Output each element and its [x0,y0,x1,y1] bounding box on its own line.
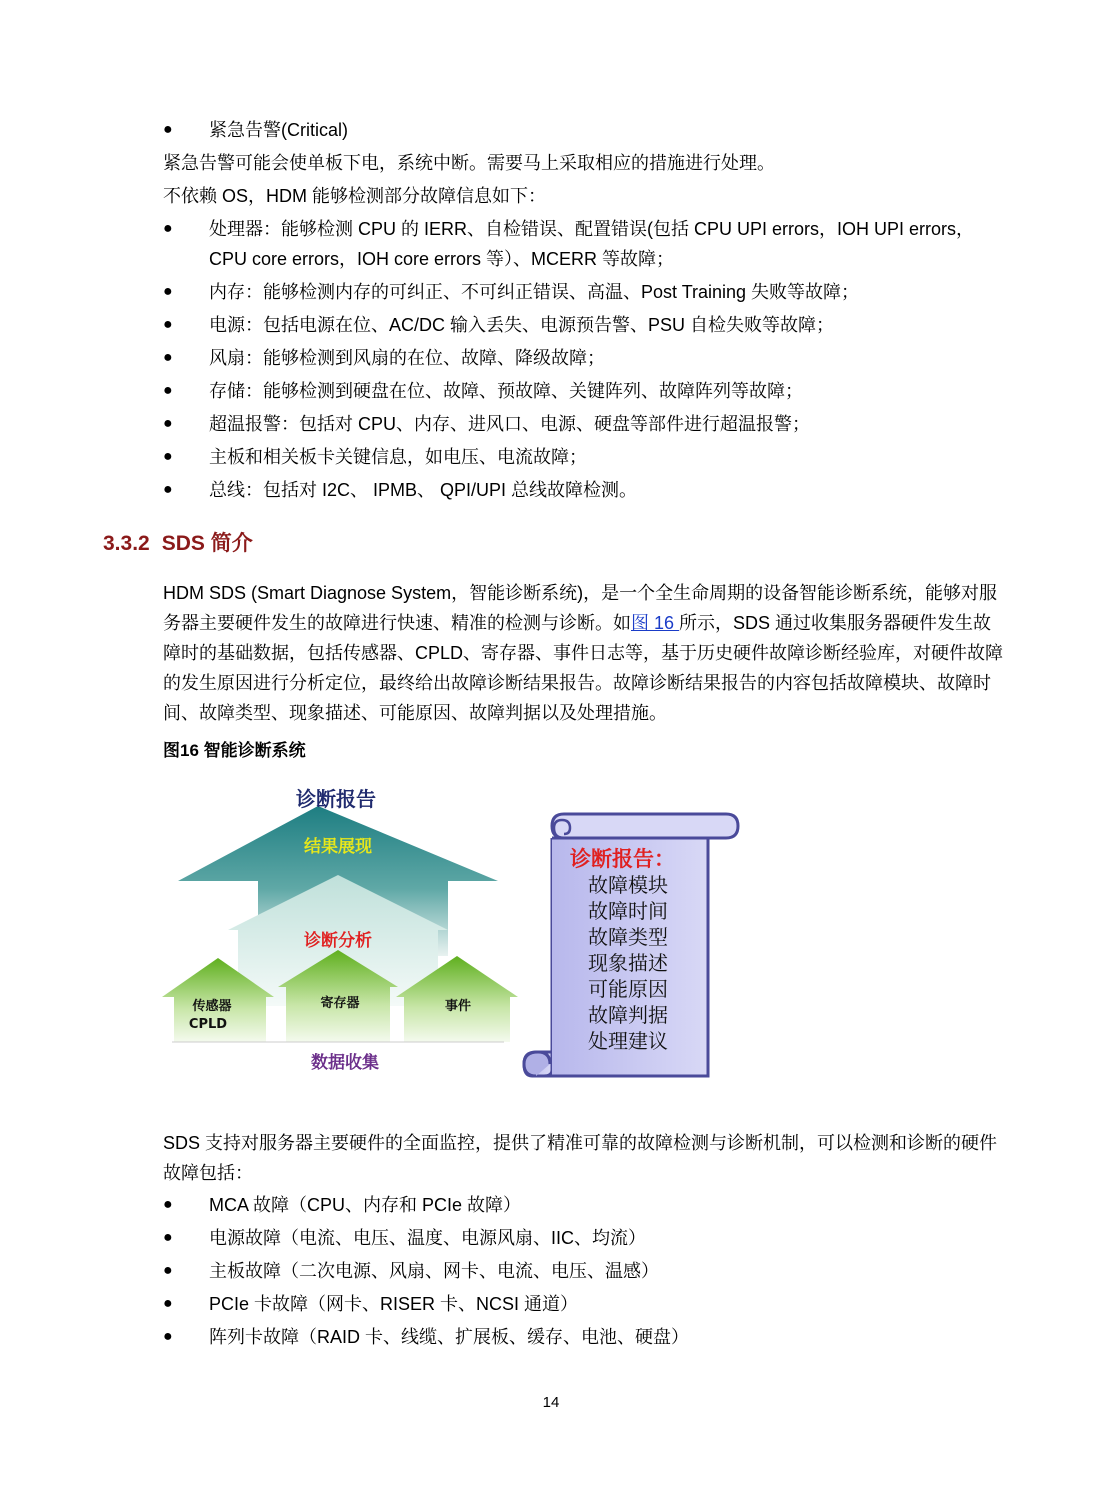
list-item: ● 总线：包括对 I2C、 IPMB、 QPI/UPI 总线故障检测。 [163,475,1003,505]
severity-list [163,115,1003,148]
bullet-icon: ● [163,1262,173,1279]
smart-diagnose-diagram [160,780,760,1090]
figure-caption: 图16 智能诊断系统 [163,741,306,760]
house-sensor-label: 传感器 [192,999,232,1014]
bullet-icon: ● [163,1328,173,1345]
bullet-icon: ● [163,382,173,399]
middle-label: 诊断分析 [304,931,372,951]
list-item: ● 超温报警：包括对 CPU、内存、进风口、电源、硬盘等部件进行超温报警； [163,409,1003,439]
list-item: ● 主板和相关板卡关键信息，如电压、电流故障； [163,442,1003,472]
bullet-icon: ● [163,121,173,138]
scroll-item: 故障模块 [588,873,668,897]
scroll-item: 故障判据 [588,1003,668,1027]
sds-coverage-intro: SDS 支持对服务器主要硬件的全面监控，提供了精准可靠的故障检测与诊断机制，可以检测和诊断的硬件故障包括： [163,1133,998,1183]
list-item: ● MCA 故障（CPU、内存和 PCIe 故障） [163,1190,1003,1220]
sds-description: HDM SDS (Smart Diagnose System，智能诊断系统)，是一个全生命周期的设备智能诊断系统，能够对服务器主要硬件发生的故障进行快速、精准的检测与诊断。如图 16 所示，SDS 通过收集服务器硬件发生故障时的基础数据，包括传感器、CPLD、寄存器、事件日志等，基于历史硬件故障诊断经验库，对硬件故障的发生原因进行分析定位，最终给出故障诊断结果报告。故障诊断结果报告的内容包括故障模块、故障时间、故障类型、现象描述、可能原因、故障判据以及处理措施。 [163,583,1004,723]
bullet-icon: ● [163,1196,173,1213]
list-item: ● 处理器：能够检测 CPU 的 IERR、自检错误、配置错误(包括 CPU UPI errors，IOH UPI errors，CPU core errors，IOH core errors 等）、MCERR 等故障； [163,214,1003,274]
scroll-title: 诊断报告： [570,847,675,871]
scroll-item: 故障时间 [588,899,668,923]
bullet-icon: ● [163,481,173,498]
list-item: ● 内存：能够检测内存的可纠正、不可纠正错误、高温、Post Training 失败等故障； [163,277,1003,307]
bullet-icon: ● [163,1295,173,1312]
bullet-icon: ● [163,220,173,237]
list-item: ● 主板故障（二次电源、风扇、网卡、电流、电压、温感） [163,1256,1003,1286]
report-scroll [524,814,738,1076]
hdm-fault-list [163,214,1003,508]
house-cpld-label: CPLD [188,1017,228,1032]
bullet-icon: ● [163,349,173,366]
list-item: ● 电源：包括电源在位、AC/DC 输入丢失、电源预告警、PSU 自检失败等故障； [163,310,1003,340]
list-item: ● 阵列卡故障（RAID 卡、线缆、扩展板、缓存、电池、硬盘） [163,1322,1003,1352]
list-item: ● 紧急告警(Critical) [163,115,1003,145]
os-independent-intro: 不依赖 OS，HDM 能够检测部分故障信息如下： [163,186,546,206]
scroll-item: 现象描述 [588,951,668,975]
list-item: ● 风扇：能够检测到风扇的在位、故障、降级故障； [163,343,1003,373]
bullet-icon: ● [163,1229,173,1246]
roof-label: 结果展现 [304,837,372,857]
list-item: ● PCIe 卡故障（网卡、RISER 卡、NCSI 通道） [163,1289,1003,1319]
bullet-icon: ● [163,316,173,333]
bullet-icon: ● [163,283,173,300]
list-item: ● 存储：能够检测到硬盘在位、故障、预故障、关键阵列、故障阵列等故障； [163,376,1003,406]
bullet-icon: ● [163,415,173,432]
section-heading [103,527,253,557]
scroll-item: 可能原因 [588,977,668,1001]
bullet-icon: ● [163,448,173,465]
page-number: 14 [542,1394,560,1411]
house-register-label: 寄存器 [320,996,360,1011]
sds-fault-list [163,1190,1003,1355]
section-number: 3.3.2 [103,532,150,555]
critical-description: 紧急告警可能会使单板下电，系统中断。需要马上采取相应的措施进行处理。 [163,153,775,173]
bottom-label: 数据收集 [311,1053,379,1073]
figure-16-link[interactable]: 图 16 [631,613,680,633]
house-event-label: 事件 [444,999,472,1014]
scroll-item: 故障类型 [588,925,668,949]
top-label: 诊断报告 [296,787,376,811]
section-title: SDS 简介 [161,532,253,555]
scroll-item: 处理建议 [588,1029,668,1053]
list-item: ● 电源故障（电流、电压、温度、电源风扇、IIC、均流） [163,1223,1003,1253]
